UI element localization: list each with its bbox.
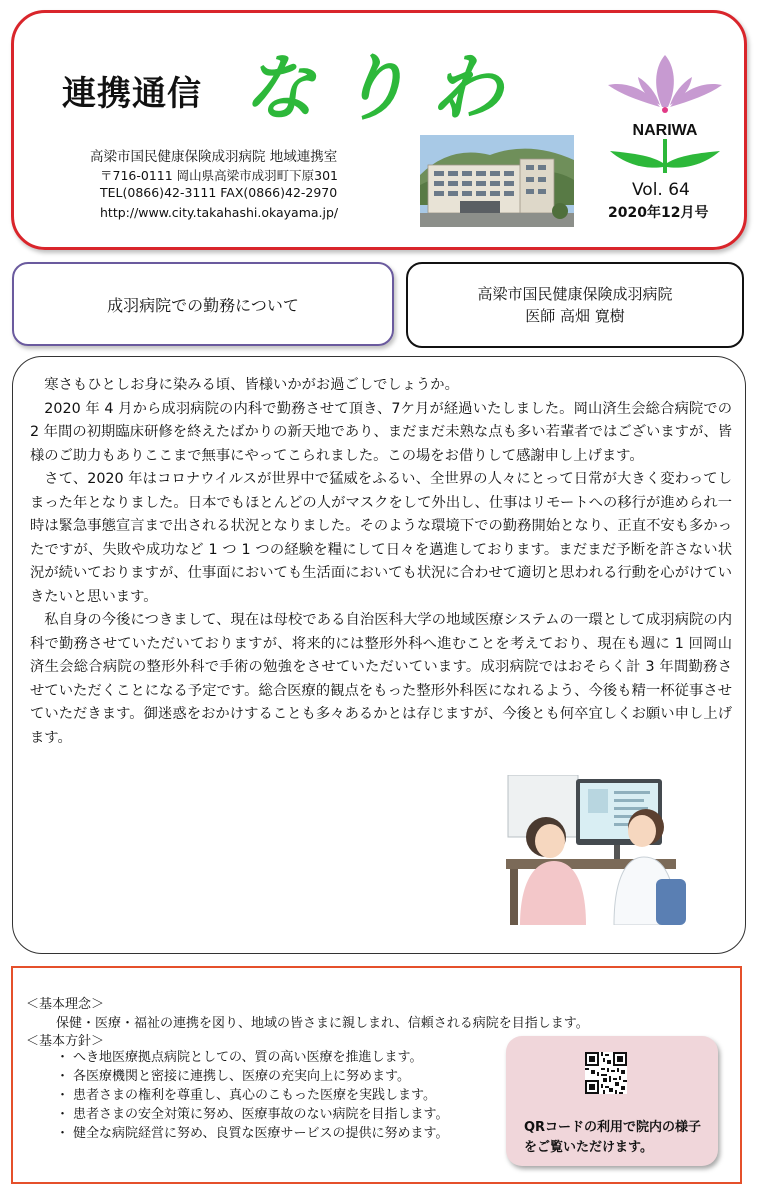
hospital-address: 〒716-0111 岡山県高梁市成羽町下原301 xyxy=(100,168,339,183)
qr-caption: QRコードの利用で院内の様子をご覧いただけます。 xyxy=(524,1120,702,1155)
author-box xyxy=(406,262,744,348)
principles-heading: ＜基本方針＞ xyxy=(26,1034,105,1049)
principle-item: ・ 各医療機関と密接に連携し、医療の充実向上に努めます。 xyxy=(56,1067,448,1086)
hospital-url[interactable]: http://www.city.takahashi.okayama.jp/ xyxy=(100,205,339,220)
mission-text: 保健・医療・福祉の連携を図り、地域の皆さまに親しまれ、信頼される病院を目指します。 xyxy=(56,1016,589,1031)
principle-item: ・ へき地医療拠点病院としての、質の高い医療を推進します。 xyxy=(56,1048,448,1067)
nariwa-flower-logo xyxy=(600,55,730,175)
author-name: 医師 高畑 寛樹 xyxy=(525,307,625,325)
article-paragraph: 2020 年 4 月から成羽病院の内科で勤務させて頂き、7ケ月が経過いたしました。岡山済生会総合病院での 2 年間の初期臨床研修を終えたばかりの新天地であり、まだまだ未熟な点も多い若輩者ではございますが、皆様のご助力もありここまで無事にやってこられました。この場をお借りして感謝申し上げます。 xyxy=(30,400,732,464)
hospital-department: 高梁市国民健康保険成羽病院 地域連携室 xyxy=(90,149,338,165)
article-title: 成羽病院での勤務について xyxy=(107,295,299,315)
doctor-consultation-illustration xyxy=(506,775,696,925)
article-paragraph: さて、2020 年はコロナウイルスが世界中で猛威をふるい、全世界の人々にとって日常が大きく変わってしまった年となりました。日本でもほとんどの人がマスクをして外出し、仕事はリモートへの移行が進められ一時は緊急事態宣言まで出される状況となりました。そのような環境下での勤務開始となり、正直不安も多かったですが、失敗や成功など 1 つ 1 つの経験を糧にして日々を邁進しております。まだまだ予断を許さない状況が続いておりますが、仕事面においても生活面においても状況に合わせて適切と思われる行動を心がけていきたいと思います。 xyxy=(30,471,732,605)
principle-item: ・ 患者さまの安全対策に努め、医療事故のない病院を目指します。 xyxy=(56,1105,448,1124)
mission-heading: ＜基本理念＞ xyxy=(26,997,105,1012)
hospital-building-photo xyxy=(420,135,574,227)
qr-code-icon[interactable] xyxy=(585,1052,627,1094)
principle-item: ・ 患者さまの権利を尊重し、真心のこもった医療を実践します。 xyxy=(56,1086,448,1105)
hospital-phone-fax: TEL(0866)42-3111 FAX(0866)42-2970 xyxy=(100,185,338,200)
article-paragraph: 私自身の今後につきまして、現在は母校である自治医科大学の地域医療システムの一環として成羽病院の内科で勤務させていただいておりますが、将来的には整形外科へ進むことを考えており、現在も週に 1 回岡山済生会総合病院の整形外科で手術の勉強をさせていただいています。成羽病院ではおそらく計 3 年間勤務させていただくことになる予定です。総合医療的観点をもった整形外科医になれるよう、今後も精一杯従事させていただきます。御迷惑をおかけすることも多々あるかとは存じますが、今後とも何卒宜しくお願い申し上げます。 xyxy=(30,612,732,746)
principles-list xyxy=(56,1048,448,1143)
article-title-box xyxy=(12,262,394,346)
author-affiliation: 高梁市国民健康保険成羽病院 xyxy=(477,285,673,303)
newsletter-title: なりわ xyxy=(243,45,526,130)
volume-number: Vol. 64 xyxy=(632,180,690,200)
principle-item: ・ 健全な病院経営に努め、良質な医療サービスの提供に努めます。 xyxy=(56,1124,448,1143)
masthead-label: 連携通信 xyxy=(62,74,202,114)
article-paragraph: 寒さもひとしお身に染みる頃、皆様いかがお過ごしでしょうか。 xyxy=(44,377,459,393)
logo-text: NARIWA xyxy=(632,122,698,139)
article-body xyxy=(30,374,732,750)
issue-date: 2020年12月号 xyxy=(608,205,709,221)
